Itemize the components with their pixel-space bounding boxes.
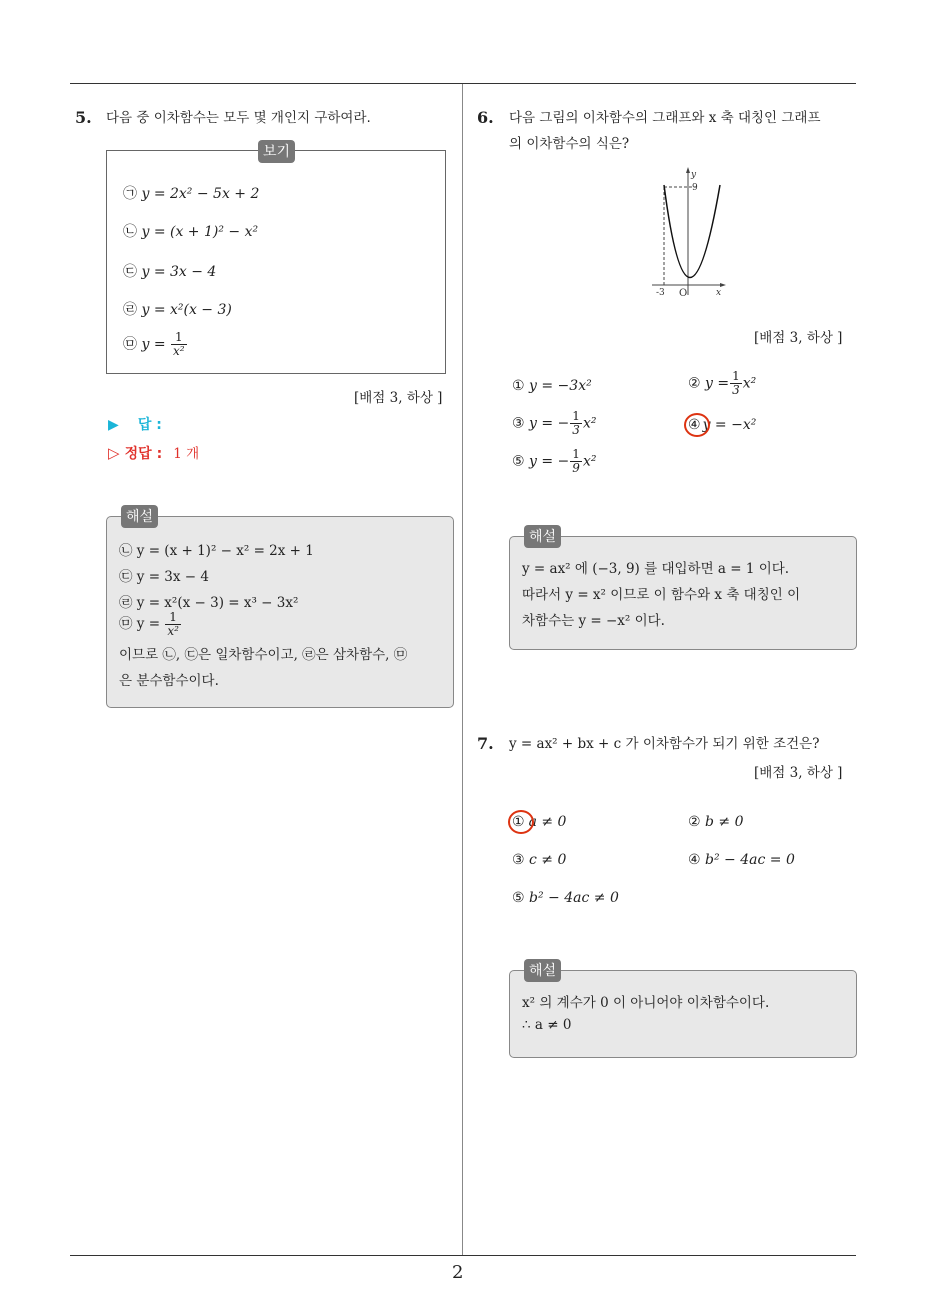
q5-answer-row: [108, 414, 162, 434]
q5-bogi-label: 보기: [258, 140, 295, 163]
q5-expl-line-3: ㉣ y = x²(x − 3) = x³ − 3x²: [119, 595, 299, 611]
q5-expl-fraction: $\frac{1}{\text{x²}}$: [167, 610, 179, 638]
q5-bogi-item-4: ㉣ y = x²(x − 3): [123, 302, 232, 318]
x-axis-label: x: [716, 288, 722, 298]
bottom-rule: [70, 1255, 856, 1256]
q5-explanation-box: [106, 509, 454, 708]
page-number: 2: [452, 1262, 464, 1283]
q5-text: 다음 중 이차함수는 모두 몇 개인지 구하여라.: [106, 110, 371, 126]
q6-choice-4[interactable]: ④ y = −x²: [688, 417, 757, 433]
q7-choice-4[interactable]: ④ b² − 4ac = 0: [688, 852, 795, 868]
origin-label: O: [679, 288, 688, 299]
q5-correct-value: 1 개: [173, 446, 200, 462]
y-axis-arrow-icon: [686, 167, 690, 173]
correct-arrow-icon: ▷: [108, 444, 120, 462]
x-tick-label: -3: [656, 288, 665, 298]
y-axis-label: y: [691, 170, 697, 180]
q5-bogi-item-1: ㉠ y = 2x² − 5x + 2: [123, 186, 260, 202]
q5-expl-line-2: ㉢ y = 3x − 4: [119, 569, 209, 585]
q6-choice-3[interactable]: ③ y = − $\frac{1}{3}$ x²: [512, 409, 597, 437]
q6-explanation-label: 해설: [524, 525, 561, 548]
q7-selected-circle-mark: [508, 810, 534, 834]
q5-bogi-item-5: ㉤ y = $\frac{1}{\text{x²}}$: [123, 330, 185, 358]
y-tick-label: 9: [692, 183, 698, 193]
q7-number: 7.: [477, 734, 494, 753]
q5-expl-line-4: ㉤ y = $\frac{1}{\text{x²}}$: [119, 610, 179, 638]
q7-choice-1[interactable]: ① a ≠ 0: [512, 814, 567, 830]
q6-number: 6.: [477, 108, 494, 127]
x-axis-arrow-icon: [720, 283, 726, 287]
q7-expl-line-1: x² 의 계수가 0 이 아니어야 이차함수이다.: [522, 995, 770, 1011]
q7-choice-5[interactable]: ⑤ b² − 4ac ≠ 0: [512, 890, 619, 906]
q5-expl-line-5: 이므로 ㉡, ㉢은 일차함수이고, ㉣은 삼차함수, ㉤: [119, 647, 408, 663]
q5-expl-line-6: 은 분수함수이다.: [119, 673, 219, 689]
answer-arrow-icon: ▶: [108, 417, 119, 433]
q7-choice-2[interactable]: ② b ≠ 0: [688, 814, 744, 830]
q7-expl-line-2: ∴ a ≠ 0: [522, 1017, 572, 1033]
q5-bogi-item-2: ㉡ y = (x + 1)² − x²: [123, 224, 259, 240]
q5-bogi-box: [106, 144, 446, 374]
q7-choice-3[interactable]: ③ c ≠ 0: [512, 852, 567, 868]
column-divider: [462, 84, 463, 1256]
q6-expl-line-2: 따라서 y = x² 이므로 이 함수와 x 축 대칭인 이: [522, 587, 801, 603]
q5-correct-label: 정답 :: [124, 446, 163, 462]
q6-choice-2[interactable]: ② y = $\frac{1}{3}$ x²: [688, 369, 757, 397]
q5-bogi-fraction: $\frac{1}{\text{x²}}$: [173, 330, 185, 358]
q7-explanation-box: [509, 963, 857, 1058]
q6-text-line1: 다음 그림의 이차함수의 그래프와 x 축 대칭인 그래프: [509, 110, 821, 126]
q6-expl-line-1: y = ax² 에 (−3, 9) 를 대입하면 a = 1 이다.: [522, 561, 790, 577]
q5-answer-label: 답 :: [137, 417, 162, 433]
q5-explanation-label: 해설: [121, 505, 158, 528]
q7-explanation-label: 해설: [524, 959, 561, 982]
q5-bogi-item-3: ㉢ y = 3x − 4: [123, 264, 217, 280]
q5-correct-row: [108, 442, 199, 463]
q7-score: [배점 3, 하상 ]: [754, 765, 843, 781]
top-rule: [70, 83, 856, 84]
q6-choice-1[interactable]: ① y = −3x²: [512, 378, 592, 394]
q5-number: 5.: [75, 108, 92, 127]
q5-expl-line-1: ㉡ y = (x + 1)² − x² = 2x + 1: [119, 543, 314, 559]
parabola-curve: [664, 185, 720, 278]
q6-expl-line-3: 차함수는 y = −x² 이다.: [522, 613, 665, 629]
q6-choice-5[interactable]: ⑤ y = − $\frac{1}{9}$ x²: [512, 447, 597, 475]
q6-selected-circle-mark: [684, 413, 710, 437]
q5-score: [배점 3, 하상 ]: [354, 390, 443, 406]
q6-score: [배점 3, 하상 ]: [754, 330, 843, 346]
q6-explanation-box: [509, 529, 857, 650]
q6-parabola-graph: [650, 165, 730, 300]
q7-text: y = ax² + bx + c 가 이차함수가 되기 위한 조건은?: [509, 736, 820, 752]
q6-text-line2: 의 이차함수의 식은?: [509, 136, 630, 152]
